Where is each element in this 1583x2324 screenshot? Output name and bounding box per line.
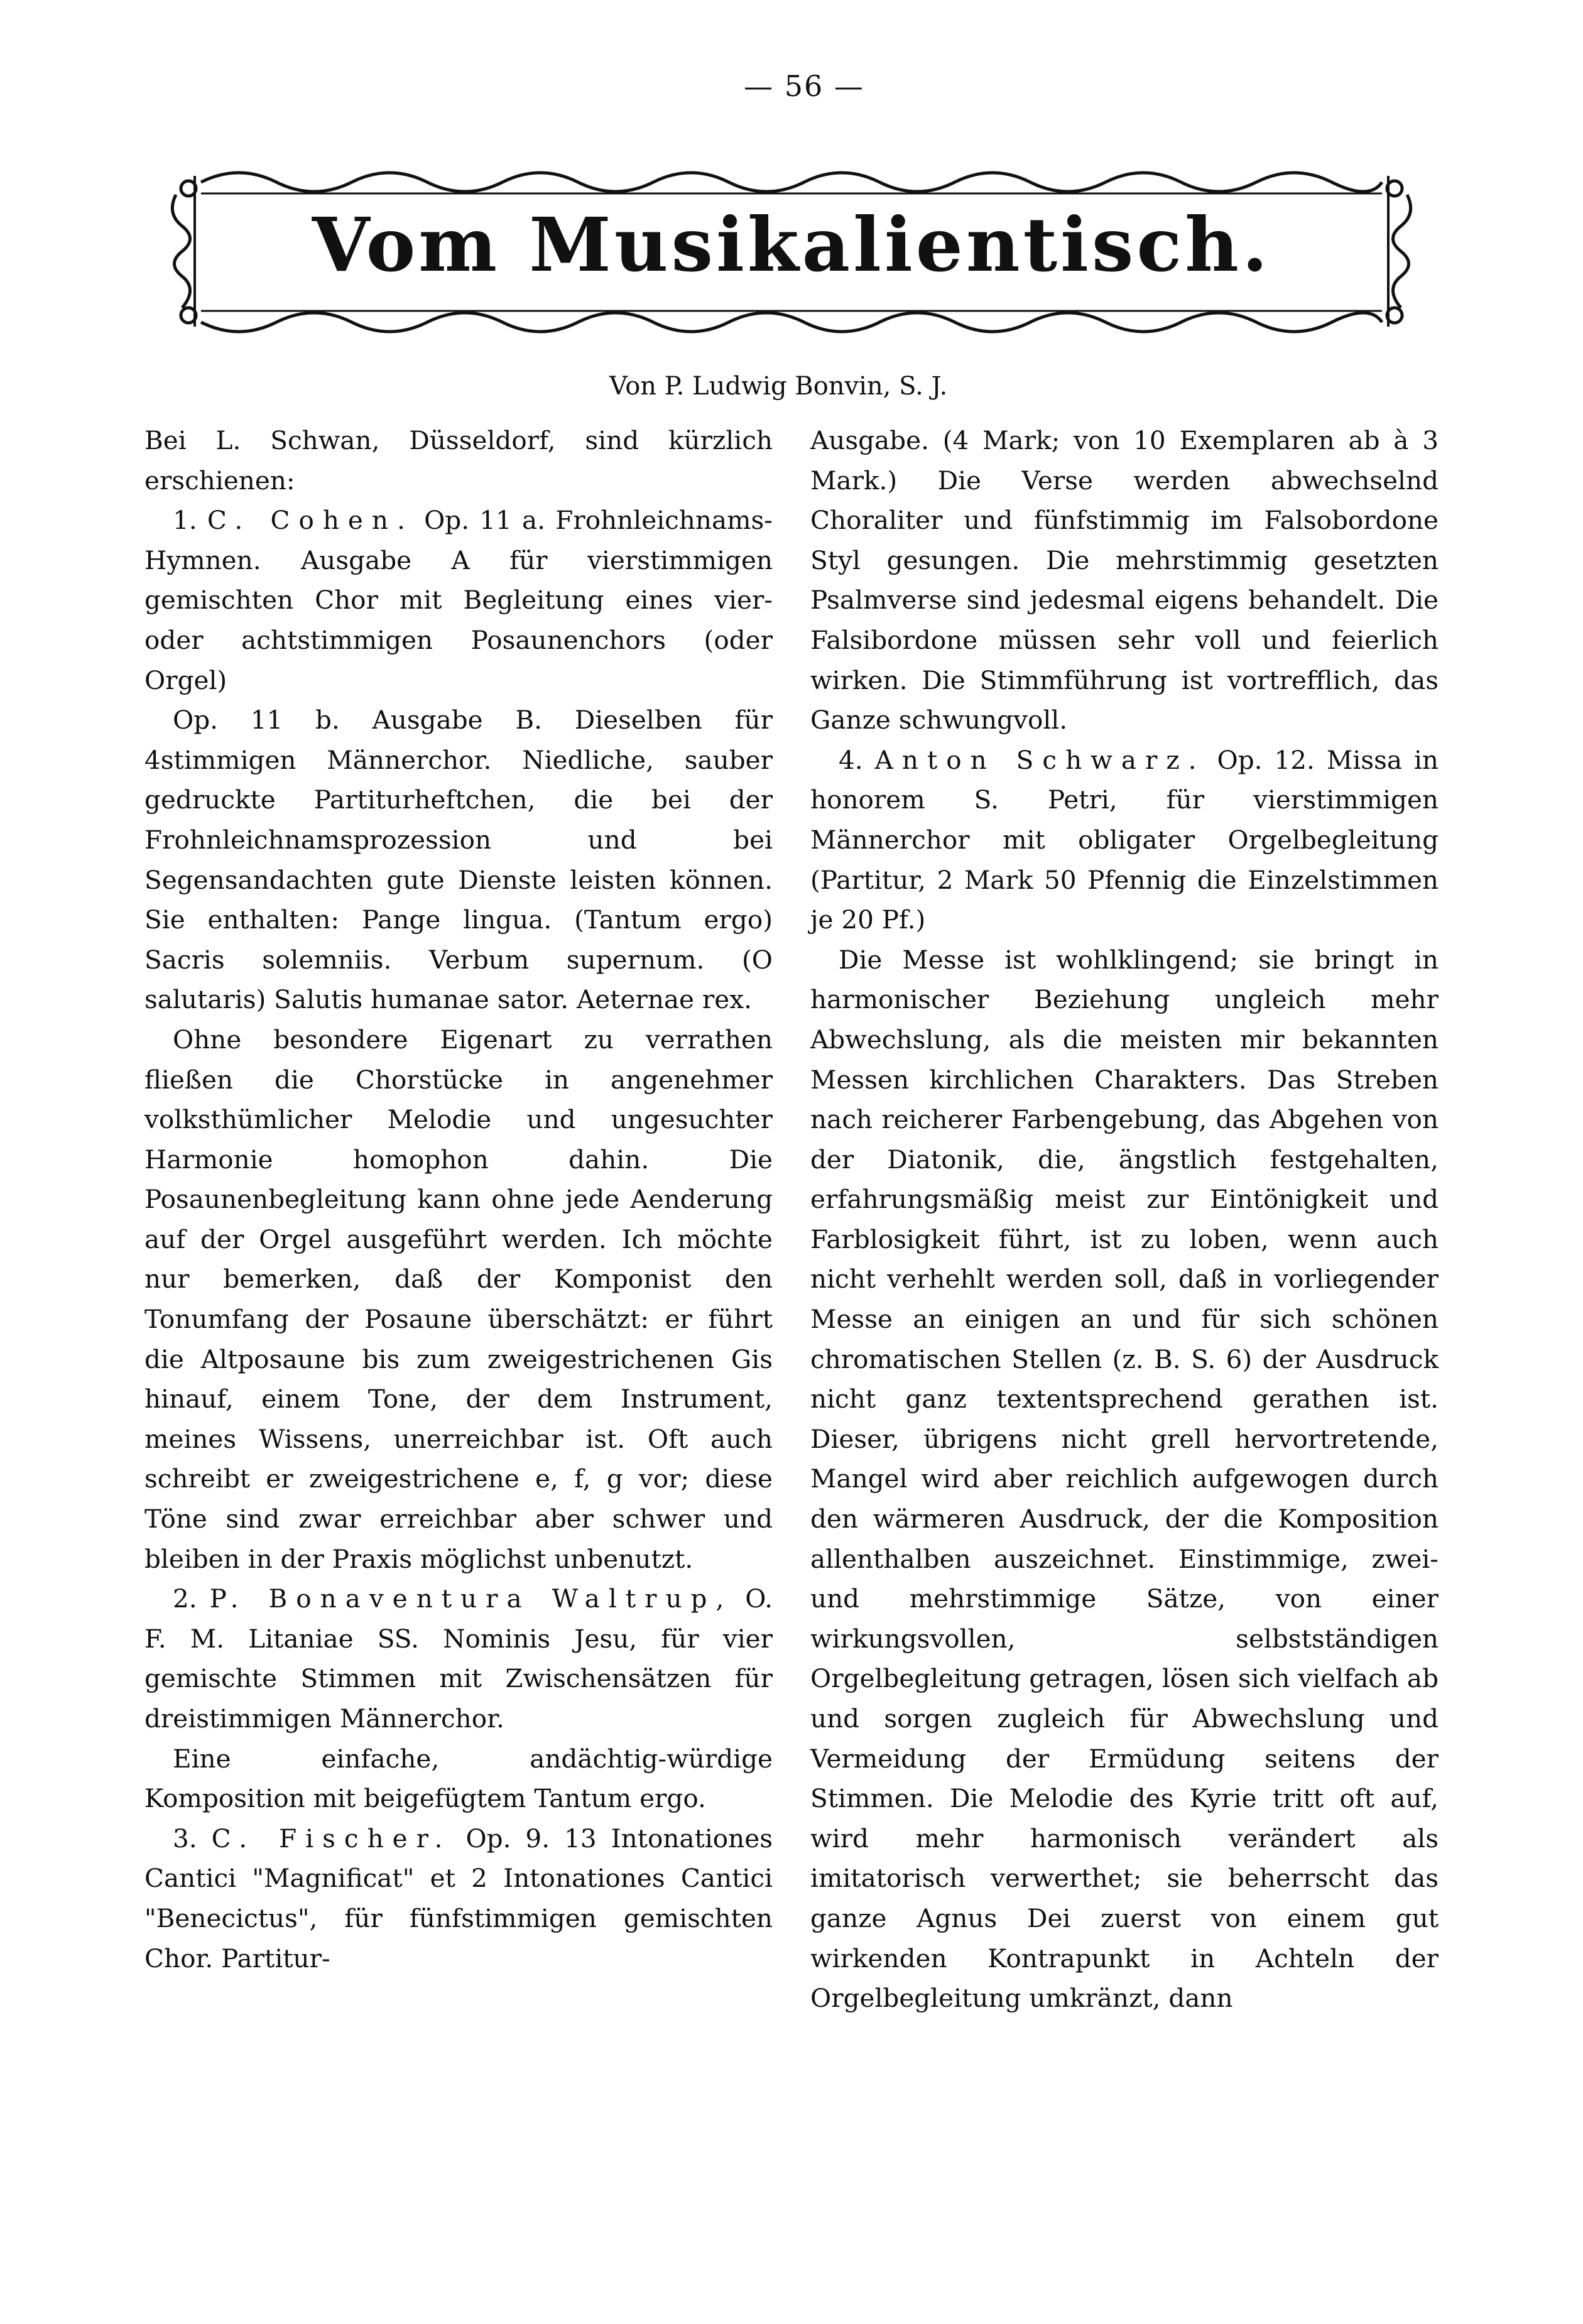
left-column — [144, 421, 773, 1979]
list-item — [144, 501, 773, 700]
item-number: 4. — [839, 744, 863, 775]
item-number: 2. — [173, 1583, 197, 1614]
paragraph: Ausgabe. (4 Mark; von 10 Exemplaren ab à 3 Mark.) Die Verse werden abwechselnd Choraliter und fünfstimmig im Falsobordone Styl gesungen. Die mehrstimmig gesetzten Psalmverse sind jedesmal eigens behandelt. Die Falsibordone müssen sehr voll und feierlich wirken. Die Stimmführung ist vortrefflich, das Ganze schwungvoll. — [810, 425, 1439, 736]
paragraph: Op. 11 b. Ausgabe B. Dieselben für 4stimmigen Männerchor. Niedliche, sauber gedruckte Partiturheftchen, die bei der Frohnleichnamsprozession und bei Segensandachten gute Dienste leisten können. Sie enthalten: Pange lingua. (Tantum ergo) Sacris solemniis. Verbum supernum. (O salutaris) Salutis humanae sator. Aeternae rex. — [144, 705, 773, 1015]
paragraph: Ohne besondere Eigenart zu verrathen fließen die Chorstücke in angenehmer volksthümlicher Melodie und ungesuchter Harmonie homophon dahin. Die Posaunenbegleitung kann ohne jede Aenderung auf der Orgel ausgeführt werden. Ich möchte nur bemerken, daß der Komponist den Tonumfang der Posaune überschätzt: er führt die Altposaune bis zum zweigestrichenen Gis hinauf, einem Tone, der dem Instrument, meines Wissens, unerreichbar ist. Oft auch schreibt er zweigestrichene e, f, g vor; diese Töne sind zwar erreichbar aber schwer und bleiben in der Praxis möglichst unbenutzt. — [144, 1024, 773, 1574]
item-text: Op. 11 a. Frohnleichnams-Hymnen. Ausgabe A für vierstimmigen gemischten Chor mit Begleitung eines vier- oder achtstimmigen Posaunenchors (oder Orgel) — [144, 505, 773, 695]
paragraph: Eine einfache, andächtig-würdige Komposition mit beigefügtem Tantum ergo. — [144, 1743, 773, 1814]
byline: Von P. Ludwig Bonvin, S. J. — [609, 372, 948, 401]
list-item — [144, 1819, 773, 1979]
paragraph: Bei L. Schwan, Düsseldorf, sind kürzlich erschienen: — [144, 425, 773, 496]
item-text: Op. 9. 13 Intonationes Cantici "Magnificat" et 2 Intonationes Cantici "Benecictus", für fünfstimmigen gemischten Chor. Partitur- — [144, 1823, 773, 1974]
header-ornament-frame — [163, 157, 1420, 345]
list-item — [810, 741, 1439, 940]
composer-name: P. Bonaventura Waltrup, — [209, 1583, 733, 1614]
item-text: Op. 12. Missa in honorem S. Petri, für vierstimmigen Männerchor mit obligater Orgelbegleitung (Partitur, 2 Mark 50 Pfennig die Einzelstimmen je 20 Pf.) — [810, 744, 1439, 935]
item-text: O. F. M. Litaniae SS. Nominis Jesu, für vier gemischte Stimmen mit Zwischensätzen für dreistimmigen Männerchor. — [144, 1583, 773, 1734]
composer-name: Anton Schwarz. — [874, 744, 1205, 775]
composer-name: C. Cohen. — [207, 505, 414, 536]
item-number: 1. — [173, 505, 197, 536]
page-title: Vom Musikalientisch. — [312, 201, 1271, 288]
page-number: — 56 — — [744, 69, 864, 103]
paragraph: Die Messe ist wohlklingend; sie bringt in harmonischer Beziehung ungleich mehr Abwechslung, als die meisten mir bekannten Messen kirchlichen Charakters. Das Streben nach reicherer Farbengebung, das Abgehen von der Diatonik, die, ängstlich festgehalten, erfahrungsmäßig meist zur Eintönigkeit und Farblosigkeit führt, ist zu loben, wenn auch nicht verhehlt werden soll, daß in vorliegender Messe an einigen an und für sich schönen chromatischen Stellen (z. B. S. 6) der Ausdruck nicht ganz textentsprechend gerathen ist. Dieser, übrigens nicht grell hervortretende, Mangel wird aber reichlich aufgewogen durch den wärmeren Ausdruck, der die Komposition allenthalben auszeichnet. Einstimmige, zwei- und mehrstimmige Sätze, von einer wirkungsvollen, selbstständigen Orgelbegleitung getragen, lösen sich vielfach ab und sorgen zugleich für Abwechslung und Vermeidung der Ermüdung seitens der Stimmen. Die Melodie des Kyrie tritt oft auf, wird mehr harmonisch verändert als imitatorisch verwerthet; sie beherrscht das ganze Agnus Dei zuerst von einem gut wirkenden Kontrapunkt in Achteln der Orgelbegleitung umkränzt, dann — [810, 944, 1439, 2014]
composer-name: C. Fischer. — [211, 1823, 452, 1854]
item-number: 3. — [173, 1823, 197, 1854]
list-item — [144, 1579, 773, 1739]
right-column — [810, 421, 1439, 2019]
